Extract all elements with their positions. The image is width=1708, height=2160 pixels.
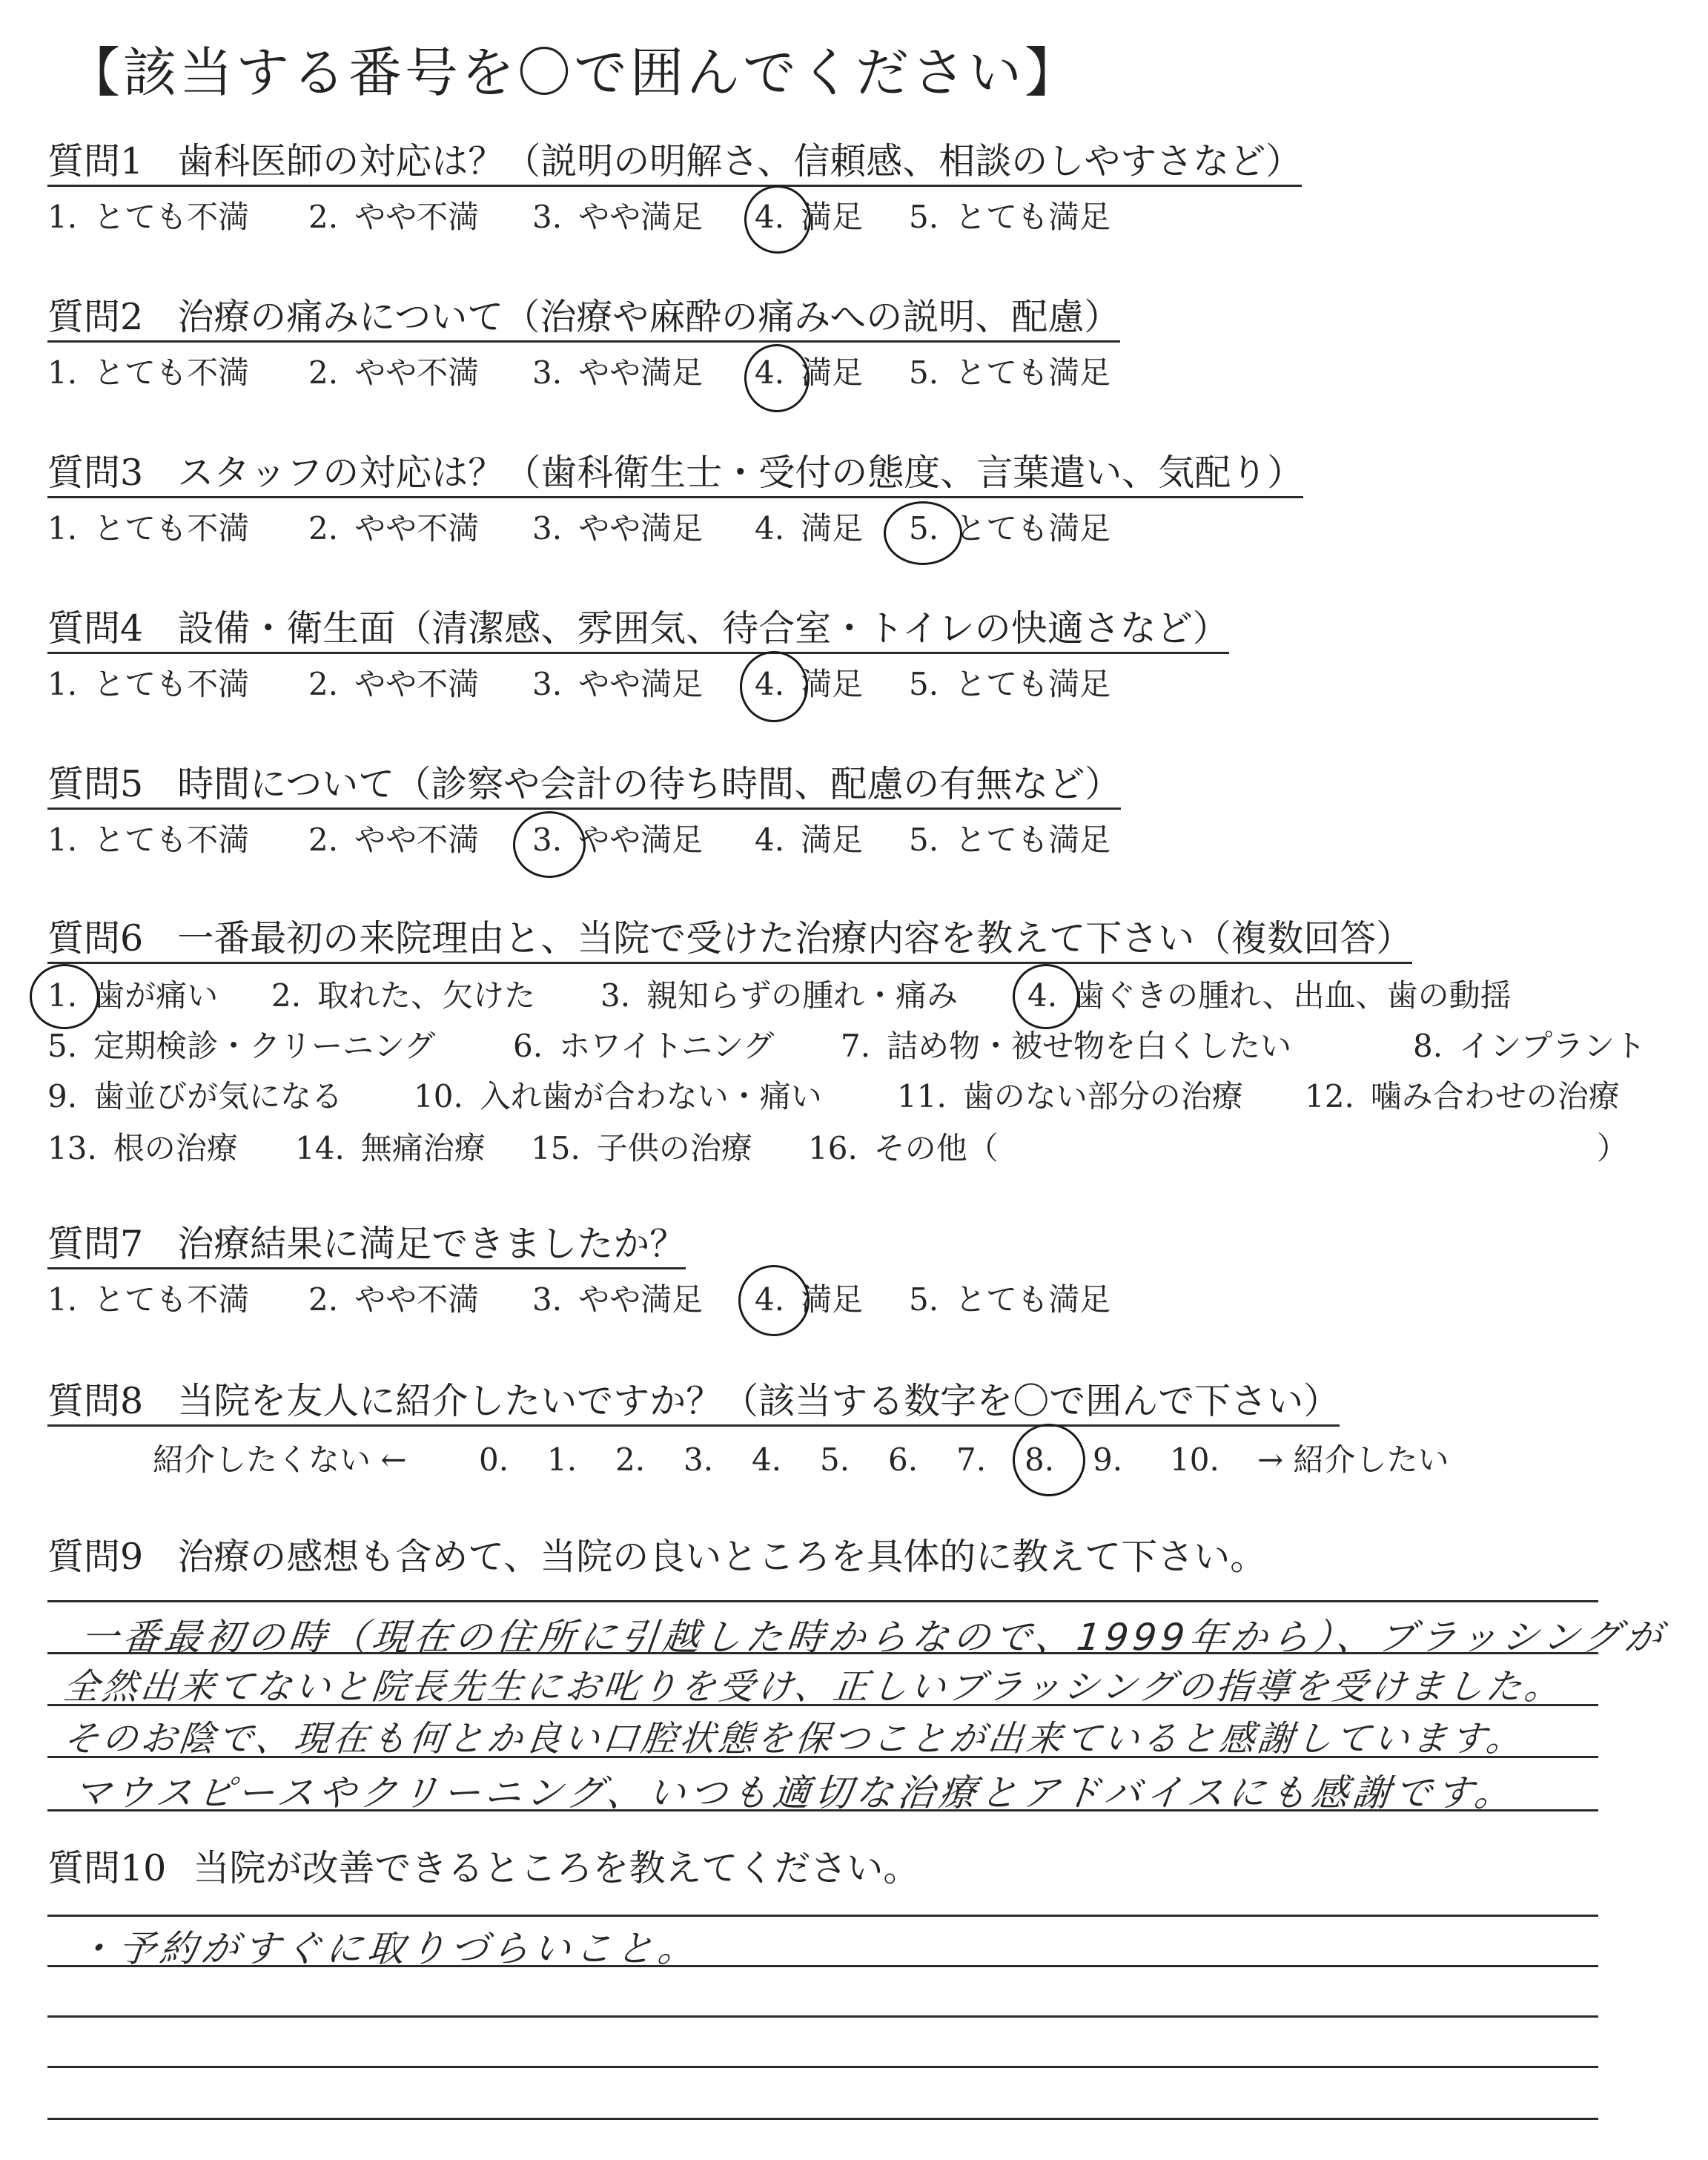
q4-option-5[interactable]: 5. とても満足: [909, 666, 1111, 702]
q4-option-1[interactable]: 1. とても不満: [47, 666, 250, 702]
q9-answer-text-3: そのお陰で、現在も何とか良い口腔状態を保つことが出来ていると感謝しています。: [61, 1718, 1527, 1760]
question-2-label: 質問2: [47, 296, 144, 338]
q6-item-11[interactable]: 11. 歯のない部分の治療: [897, 1078, 1243, 1114]
q10-answer-line-1: [47, 1915, 1598, 1917]
q2-option-2[interactable]: 2. やや不満: [308, 354, 480, 391]
question-4-text: 設備・衛生面（清潔感、雰囲気、待合室・トイレの快適さなど）: [177, 607, 1229, 650]
q1-option-3[interactable]: 3. やや満足: [532, 199, 704, 235]
q2-option-5[interactable]: 5. とても満足: [909, 354, 1111, 391]
q6-item-10[interactable]: 10. 入れ歯が合わない・痛い: [414, 1078, 822, 1114]
q8-score-3[interactable]: 3.: [683, 1441, 714, 1478]
q8-right-label: → 紹介したい: [1257, 1441, 1449, 1478]
question-1-heading: [47, 141, 1302, 187]
q4-option-2[interactable]: 2. やや不満: [308, 666, 480, 702]
q2-option-1[interactable]: 1. とても不満: [47, 354, 250, 391]
q8-score-4[interactable]: 4.: [752, 1441, 782, 1478]
q1-option-1[interactable]: 1. とても不満: [47, 199, 250, 235]
question-9-heading: [47, 1536, 1266, 1580]
question-5-text: 時間について（診察や会計の待ち時間、配慮の有無など）: [177, 763, 1122, 805]
q5-option-1[interactable]: 1. とても不満: [47, 822, 250, 858]
question-8-text: 当院を友人に紹介したいですか？（該当する数字を〇で囲んで下さい）: [177, 1380, 1340, 1422]
q5-option-4[interactable]: 4. 満足: [755, 822, 864, 858]
q6-item-13[interactable]: 13. 根の治療: [47, 1130, 238, 1166]
q4-option-4[interactable]: 4. 満足: [755, 666, 864, 702]
question-2-heading: [47, 297, 1120, 343]
q8-score-10[interactable]: 10.: [1170, 1441, 1219, 1478]
q8-score-7[interactable]: 7.: [956, 1441, 987, 1478]
q8-score-5[interactable]: 5.: [820, 1441, 850, 1478]
question-5-heading: [47, 764, 1121, 810]
q6-item-9[interactable]: 9. 歯並びが気になる: [47, 1078, 343, 1114]
q8-left-label: 紹介したくない ←: [153, 1441, 407, 1478]
question-7-text: 治療結果に満足できましたか？: [177, 1223, 686, 1265]
question-5-label: 質問5: [47, 763, 144, 805]
q7-option-3[interactable]: 3. やや満足: [532, 1281, 704, 1318]
q1-option-2[interactable]: 2. やや不満: [308, 199, 480, 235]
q6-item-16[interactable]: 16. その他（: [808, 1130, 999, 1166]
question-2-text: 治療の痛みについて（治療や麻酔の痛みへの説明、配慮）: [177, 296, 1121, 338]
q3-option-2[interactable]: 2. やや不満: [308, 510, 480, 546]
q6-item-4[interactable]: 4. 歯ぐきの腫れ、出血、歯の動揺: [1027, 977, 1512, 1014]
q5-option-5[interactable]: 5. とても満足: [909, 822, 1111, 858]
question-6-label: 質問6: [47, 917, 144, 960]
q7-option-2[interactable]: 2. やや不満: [308, 1281, 480, 1318]
question-7-heading: [47, 1223, 686, 1269]
question-4-label: 質問4: [47, 607, 144, 650]
page-title: 【該当する番号を〇で囲んでください】: [67, 42, 1082, 104]
q8-score-6[interactable]: 6.: [888, 1441, 918, 1478]
q6-item-5[interactable]: 5. 定期検診・クリーニング: [47, 1028, 436, 1064]
q6-item-15[interactable]: 15. 子供の治療: [531, 1130, 752, 1166]
question-10-heading: [47, 1848, 919, 1892]
q6-other-close: ）: [1597, 1130, 1629, 1166]
q8-score-1[interactable]: 1.: [547, 1441, 577, 1478]
q6-item-14[interactable]: 14. 無痛治療: [295, 1130, 486, 1166]
question-3-heading: [47, 452, 1303, 498]
q7-option-5[interactable]: 5. とても満足: [909, 1281, 1111, 1318]
q6-item-6[interactable]: 6. ホワイトニング: [513, 1028, 775, 1064]
question-6-text: 一番最初の来院理由と、当院で受けた治療内容を教えて下さい（複数回答）: [177, 917, 1413, 960]
question-3-text: スタッフの対応は？（歯科衛生士・受付の態度、言葉遣い、気配り）: [177, 452, 1304, 494]
q10-answer-text-1: ・予約がすぐに取りづらいこと。: [74, 1927, 702, 1970]
q8-score-8[interactable]: 8.: [1025, 1441, 1055, 1478]
question-1-label: 質問1: [47, 140, 144, 182]
q4-option-3[interactable]: 3. やや満足: [532, 666, 704, 702]
q5-option-2[interactable]: 2. やや不満: [308, 822, 480, 858]
q3-option-3[interactable]: 3. やや満足: [532, 510, 704, 546]
question-4-heading: [47, 608, 1229, 654]
q8-score-9[interactable]: 9.: [1093, 1441, 1123, 1478]
q3-option-1[interactable]: 1. とても不満: [47, 510, 250, 546]
q9-answer-line-1: [47, 1600, 1598, 1602]
q3-option-4[interactable]: 4. 満足: [755, 510, 864, 546]
question-6-heading: [47, 918, 1412, 964]
q8-score-2[interactable]: 2.: [615, 1441, 646, 1478]
question-7-label: 質問7: [47, 1223, 144, 1265]
question-3-label: 質問3: [47, 452, 144, 494]
q1-option-5[interactable]: 5. とても満足: [909, 199, 1111, 235]
question-1-text: 歯科医師の対応は？（説明の明解さ、信頼感、相談のしやすさなど）: [177, 140, 1302, 182]
question-9-text: 治療の感想も含めて、当院の良いところを具体的に教えて下さい。: [177, 1536, 1267, 1578]
q6-item-3[interactable]: 3. 親知らずの腫れ・痛み: [600, 977, 959, 1014]
q10-answer-line-3: [47, 2015, 1598, 2018]
q6-item-2[interactable]: 2. 取れた、欠けた: [271, 977, 536, 1014]
question-8-label: 質問8: [47, 1380, 144, 1422]
q1-option-4[interactable]: 4. 満足: [755, 199, 864, 235]
q6-item-7[interactable]: 7. 詰め物・被せ物を白くしたい: [841, 1028, 1292, 1064]
q9-answer-text-4: マウスピースやクリーニング、いつも適切な治療とアドバイスにも感謝です。: [71, 1771, 1519, 1814]
question-9-label: 質問9: [47, 1536, 144, 1578]
q2-option-4[interactable]: 4. 満足: [755, 354, 864, 391]
question-10-text: 当院が改善できるところを教えてください。: [193, 1847, 920, 1889]
q5-option-3[interactable]: 3. やや満足: [532, 822, 704, 858]
q6-item-1[interactable]: 1. 歯が痛い: [47, 977, 219, 1014]
q6-item-8[interactable]: 8. インプラント: [1413, 1028, 1646, 1064]
question-8-heading: [47, 1381, 1340, 1427]
q2-option-3[interactable]: 3. やや満足: [532, 354, 704, 391]
q10-answer-line-4: [47, 2066, 1598, 2068]
q10-answer-line-5: [47, 2118, 1598, 2120]
question-10-label: 質問10: [47, 1847, 167, 1889]
q6-item-12[interactable]: 12. 噛み合わせの治療: [1305, 1078, 1620, 1114]
q7-option-4[interactable]: 4. 満足: [755, 1281, 864, 1318]
q8-score-0[interactable]: 0.: [479, 1441, 509, 1478]
q9-answer-text-1: 一番最初の時（現在の住所に引越した時からなので、1999年から）、ブラッシングが: [79, 1616, 1669, 1659]
q7-option-1[interactable]: 1. とても不満: [47, 1281, 250, 1318]
q3-option-5[interactable]: 5. とても満足: [909, 510, 1111, 546]
q9-answer-text-2: 全然出来てないと院長先生にお叱りを受け、正しいブラッシングの指導を受けました。: [61, 1666, 1566, 1708]
